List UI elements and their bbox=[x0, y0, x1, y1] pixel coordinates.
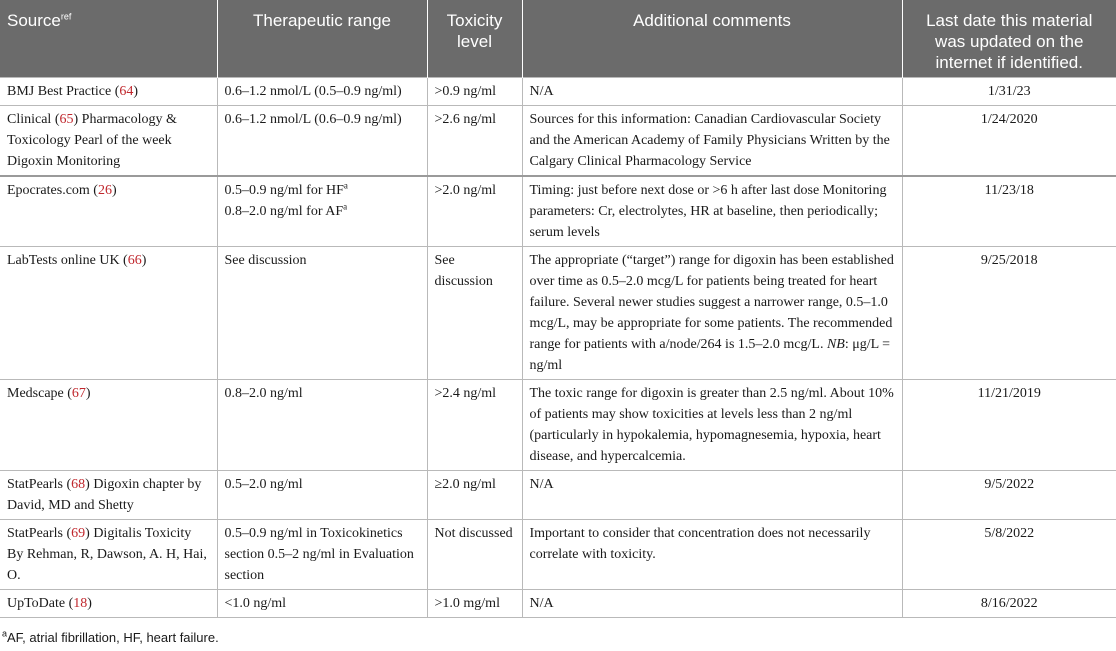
cell-toxicity: >1.0 mg/ml bbox=[427, 590, 522, 618]
cell-source: BMJ Best Practice (64) bbox=[0, 78, 217, 106]
cell-range: 0.6–1.2 nmol/L (0.6–0.9 ng/ml) bbox=[217, 106, 427, 177]
footnote-marker: a bbox=[343, 180, 348, 191]
cell-comment: N/A bbox=[522, 590, 902, 618]
cell-date: 1/24/2020 bbox=[902, 106, 1116, 177]
cell-source: Epocrates.com (26) bbox=[0, 176, 217, 247]
reference-link[interactable]: 67 bbox=[71, 386, 86, 401]
cell-toxicity: >2.6 ng/ml bbox=[427, 106, 522, 177]
reference-link[interactable]: 68 bbox=[71, 477, 86, 492]
cell-toxicity: >2.4 ng/ml bbox=[427, 380, 522, 471]
cell-range: 0.8–2.0 ng/ml bbox=[217, 380, 427, 471]
cell-source: UpToDate (18) bbox=[0, 590, 217, 618]
cell-comment: Sources for this information: Canadian Cardiovascular Society and the American Academy of Family Physicians Written by the Calgary Clinical Pharmacology Service bbox=[522, 106, 902, 177]
table-row bbox=[0, 176, 1116, 247]
cell-comment: N/A bbox=[522, 78, 902, 106]
cell-comment: The toxic range for digoxin is greater than 2.5 ng/ml. About 10% of patients may show toxicities at levels less than 2 ng/ml (particularly in hypokalemia, hypomagnesemia, hypoxia, heart disease, and hypercalcemia. bbox=[522, 380, 902, 471]
header-toxicity-level: Toxicity level bbox=[427, 0, 522, 78]
reference-link[interactable]: 69 bbox=[71, 526, 86, 541]
footnote-marker: a bbox=[343, 201, 348, 212]
cell-range: 0.5–0.9 ng/ml in Toxicokinetics section 0.5–2 ng/ml in Evaluation section bbox=[217, 520, 427, 590]
cell-toxicity: See discussion bbox=[427, 247, 522, 380]
cell-comment: Important to consider that concentration does not necessarily correlate with toxicity. bbox=[522, 520, 902, 590]
table-row bbox=[0, 590, 1116, 618]
header-source-sup: ref bbox=[60, 11, 72, 22]
cell-toxicity: ≥2.0 ng/ml bbox=[427, 471, 522, 520]
cell-toxicity: >0.9 ng/ml bbox=[427, 78, 522, 106]
table-row bbox=[0, 106, 1116, 177]
table-footnote bbox=[2, 630, 219, 645]
reference-link[interactable]: 64 bbox=[119, 84, 134, 99]
cell-range: See discussion bbox=[217, 247, 427, 380]
cell-comment: Timing: just before next dose or >6 h after last dose Monitoring parameters: Cr, electrolytes, HR at baseline, then periodically; serum levels bbox=[522, 176, 902, 247]
cell-comment: The appropriate (“target”) range for digoxin has been established over time as 0.5–2.0 mcg/L for patients being treated for heart failure. Several newer studies suggest a narrower range, 0.5–1.0 mcg/L, may be appropriate for some patients. The recommended range for patients with a/node/264 is 1.5–2.0 mcg/L. NB: μg/L = ng/ml bbox=[522, 247, 902, 380]
cell-toxicity: Not discussed bbox=[427, 520, 522, 590]
header-source: Source$^{ref}$ bbox=[0, 0, 217, 78]
cell-source: Clinical (65) Pharmacology & Toxicology Pearl of the week Digoxin Monitoring bbox=[0, 106, 217, 177]
reference-link[interactable]: 65 bbox=[59, 112, 74, 127]
cell-date: 11/21/2019 bbox=[902, 380, 1116, 471]
cell-source: Medscape (67) bbox=[0, 380, 217, 471]
cell-date: 8/16/2022 bbox=[902, 590, 1116, 618]
reference-link[interactable]: 66 bbox=[127, 253, 142, 268]
header-therapeutic-range: Therapeutic range bbox=[217, 0, 427, 78]
footnote-marker: a bbox=[2, 628, 8, 639]
cell-date: 11/23/18 bbox=[902, 176, 1116, 247]
table-row bbox=[0, 247, 1116, 380]
cell-comment: N/A bbox=[522, 471, 902, 520]
reference-link[interactable]: 18 bbox=[73, 596, 88, 611]
table-row bbox=[0, 520, 1116, 590]
table-row bbox=[0, 471, 1116, 520]
header-additional-comments: Additional comments bbox=[522, 0, 902, 78]
cell-toxicity: >2.0 ng/ml bbox=[427, 176, 522, 247]
cell-source: LabTests online UK (66) bbox=[0, 247, 217, 380]
header-last-updated: Last date this material was updated on the internet if identified. bbox=[902, 0, 1116, 78]
cell-date: 5/8/2022 bbox=[902, 520, 1116, 590]
cell-range: <1.0 ng/ml bbox=[217, 590, 427, 618]
table-row bbox=[0, 78, 1116, 106]
header-row bbox=[0, 0, 1116, 78]
footnote-text: AF, atrial fibrillation, HF, heart failure. bbox=[7, 630, 219, 645]
cell-date: 9/25/2018 bbox=[902, 247, 1116, 380]
cell-source: StatPearls (68) Digoxin chapter by David, MD and Shetty bbox=[0, 471, 217, 520]
reference-link[interactable]: 26 bbox=[97, 183, 112, 198]
cell-range: 0.5–2.0 ng/ml bbox=[217, 471, 427, 520]
cell-range: 0.5–0.9 ng/ml for $HF^a$ 0.8–2.0 ng/ml for $AF^a$ bbox=[217, 176, 427, 247]
table-row bbox=[0, 380, 1116, 471]
cell-date: 9/5/2022 bbox=[902, 471, 1116, 520]
cell-source: StatPearls (69) Digitalis Toxicity By Rehman, R, Dawson, A. H, Hai, O. bbox=[0, 520, 217, 590]
cell-date: 1/31/23 bbox=[902, 78, 1116, 106]
cell-range: 0.6–1.2 nmol/L (0.5–0.9 ng/ml) bbox=[217, 78, 427, 106]
